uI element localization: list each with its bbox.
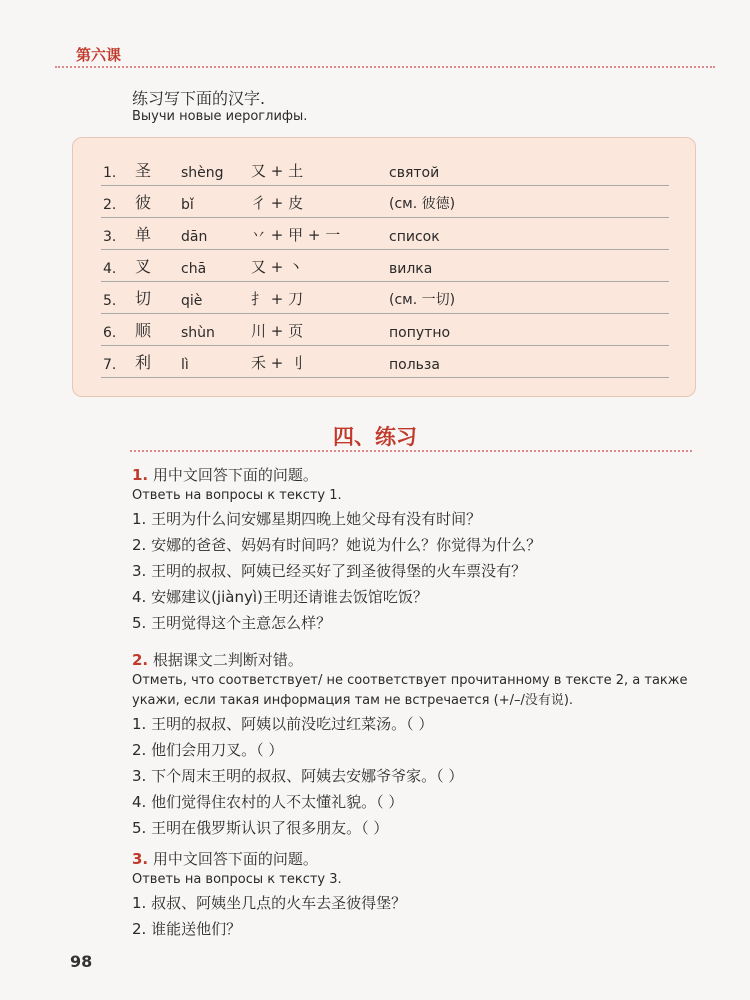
pinyin: shèng [181,165,224,181]
character: 叉 [135,257,152,276]
character: 圣 [135,161,152,180]
exercise-instruction-ru: Ответь на вопросы к тексту 3. [132,872,342,887]
exercise-instruction-zh: 用中文回答下面的问题。 [152,466,318,484]
exercise-number: 3. [132,850,149,868]
exercise-number: 1. [132,466,149,484]
exercise-3 [132,848,712,942]
meaning: святой [389,165,440,181]
question-item: 3. 王明的叔叔、阿姨已经买好了到圣彼得堡的火车票没有？ [132,562,527,580]
character: 单 [135,225,152,244]
exercise-instruction-ru: Ответь на вопросы к тексту 1. [132,488,342,503]
row-number: 7. [103,357,117,373]
row-number: 1. [103,165,117,181]
pinyin: lì [181,357,189,373]
components: 扌 + 刀 [251,290,304,308]
character-table [72,137,696,397]
row-number: 3. [103,229,117,245]
character: 顺 [135,321,152,340]
lesson-title: 第六课 [76,46,122,64]
section-divider [130,450,692,452]
header-divider [55,66,715,68]
character-row [101,155,669,186]
exercise-2 [132,649,712,841]
meaning: список [389,229,440,245]
exercise-title [132,649,712,671]
meaning: (см. 彼德) [389,196,456,212]
exercise-title [132,848,712,870]
question-item: 4. 他们觉得住农村的人不太懂礼貌。（ ） [132,793,404,811]
exercise-instruction-ru: Отметь, что соответствует/ не соответствует прочитанному в тексте 2, а также укажи, если такая информация там не встречается (+/–/没有说). [132,673,688,708]
character: 利 [135,353,152,372]
row-number: 6. [103,325,117,341]
character: 切 [135,289,152,308]
question-item: 2. 谁能送他们？ [132,920,242,938]
meaning: попутно [389,325,451,341]
character: 彼 [135,193,152,212]
meaning: польза [389,357,440,373]
character-row [101,251,669,282]
question-item: 5. 王明觉得这个主意怎么样？ [132,614,332,632]
character-row [101,347,669,378]
row-number: 4. [103,261,117,277]
exercise-instruction-zh: 用中文回答下面的问题。 [152,850,318,868]
components: 丷 + 甲 + 一 [251,226,341,244]
question-item: 1. 王明为什么问安娜星期四晚上她父母有没有时间？ [132,510,482,528]
row-number: 5. [103,293,117,309]
pinyin: qiè [181,293,203,309]
exercise-1 [132,464,712,636]
intro-instruction-ru: Выучи новые иероглифы. [132,109,308,124]
exercise-instruction-zh: 根据课文二判断对错。 [152,651,303,669]
character-row [101,283,669,314]
question-item: 1. 王明的叔叔、阿姨以前没吃过红菜汤。（ ） [132,715,434,733]
components: 又 + 土 [251,162,304,180]
question-item: 3. 下个周末王明的叔叔、阿姨去安娜爷爷家。（ ） [132,767,464,785]
question-item: 5. 王明在俄罗斯认识了很多朋友。（ ） [132,819,389,837]
question-item: 4. 安娜建议(jiànyì)王明还请谁去饭馆吃饭？ [132,588,428,606]
intro-instruction-zh: 练习写下面的汉字. [132,89,266,108]
meaning: (см. 一切) [389,292,456,308]
components: 彳 + 皮 [251,194,304,212]
question-item: 2. 他们会用刀叉。（ ） [132,741,284,759]
meaning: вилка [389,261,433,277]
row-number: 2. [103,197,117,213]
exercise-title [132,464,712,486]
components: 又 + 丶 [251,258,304,276]
character-row [101,187,669,218]
pinyin: dān [181,229,208,245]
pinyin: bǐ [181,197,194,213]
components: 川 + 页 [251,322,304,340]
question-item: 2. 安娜的爸爸、妈妈有时间吗？她说为什么？你觉得为什么？ [132,536,542,554]
character-row [101,315,669,346]
page-number: 98 [70,952,93,971]
section-title: 四、练习 [333,425,417,449]
pinyin: chā [181,261,207,277]
pinyin: shùn [181,325,215,341]
exercise-number: 2. [132,651,149,669]
character-row [101,219,669,250]
question-item: 1. 叔叔、阿姨坐几点的火车去圣彼得堡？ [132,894,407,912]
components: 禾 + 刂 [251,354,304,372]
